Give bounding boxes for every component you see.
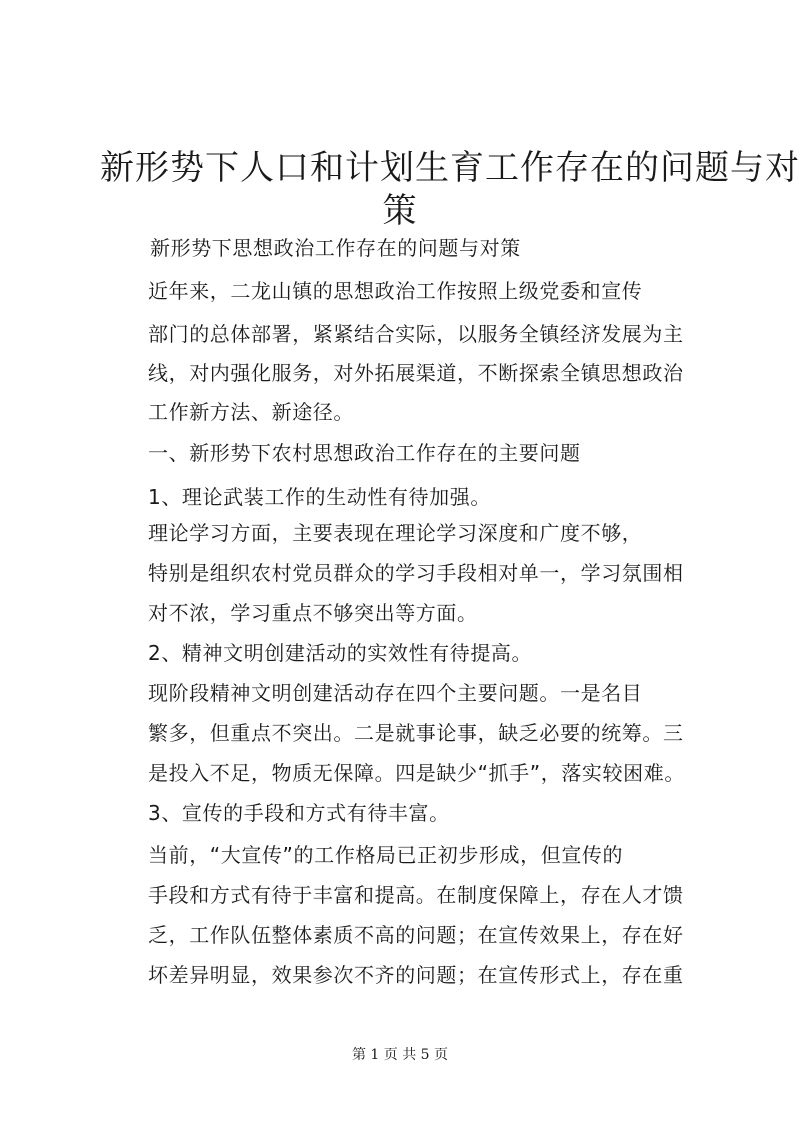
body-line: 繁多，但重点不突出。二是就事论事，缺乏必要的统筹。三 — [148, 721, 684, 745]
body-line: 现阶段精神文明创建活动存在四个主要问题。一是名目 — [148, 681, 643, 705]
body-line: 理论学习方面，主要表现在理论学习深度和广度不够， — [148, 521, 643, 545]
subsection-heading: 3、宣传的手段和方式有待丰富。 — [148, 801, 450, 825]
body-line: 部门的总体部署，紧紧结合实际，以服务全镇经济发展为主 — [148, 322, 684, 346]
body-line: 当前，“大宣传”的工作格局已正初步形成，但宣传的 — [148, 843, 624, 867]
body-line: 近年来，二龙山镇的思想政治工作按照上级党委和宣传 — [148, 279, 643, 303]
body-line: 特别是组织农村党员群众的学习手段相对单一，学习氛围相 — [148, 561, 684, 585]
body-line: 工作新方法、新途径。 — [148, 400, 354, 424]
body-line: 坏差异明显，效果参次不齐的问题；在宣传形式上，存在重 — [148, 963, 684, 987]
document-title-line-2: 策 — [382, 191, 418, 231]
subtitle: 新形势下思想政治工作存在的问题与对策 — [150, 236, 521, 260]
page-footer: 第 1 页 共 5 页 — [351, 1047, 449, 1063]
body-line: 乏，工作队伍整体素质不高的问题；在宣传效果上，存在好 — [148, 923, 684, 947]
body-line: 手段和方式有待于丰富和提高。在制度保障上，存在人才馈 — [148, 883, 684, 907]
body-line: 对不浓，学习重点不够突出等方面。 — [148, 601, 478, 625]
document-title-line-1: 新形势下人口和计划生育工作存在的问题与对 — [100, 148, 800, 188]
body-line: 线，对内强化服务，对外拓展渠道，不断探索全镇思想政治 — [148, 361, 684, 385]
section-heading: 一、新形势下农村思想政治工作存在的主要问题 — [148, 441, 581, 465]
subsection-heading: 2、精神文明创建活动的实效性有待提高。 — [148, 641, 533, 665]
subsection-heading: 1、理论武装工作的生动性有待加强。 — [148, 485, 491, 509]
body-line: 是投入不足，物质无保障。四是缺少“抓手”，落实较困难。 — [148, 761, 685, 785]
